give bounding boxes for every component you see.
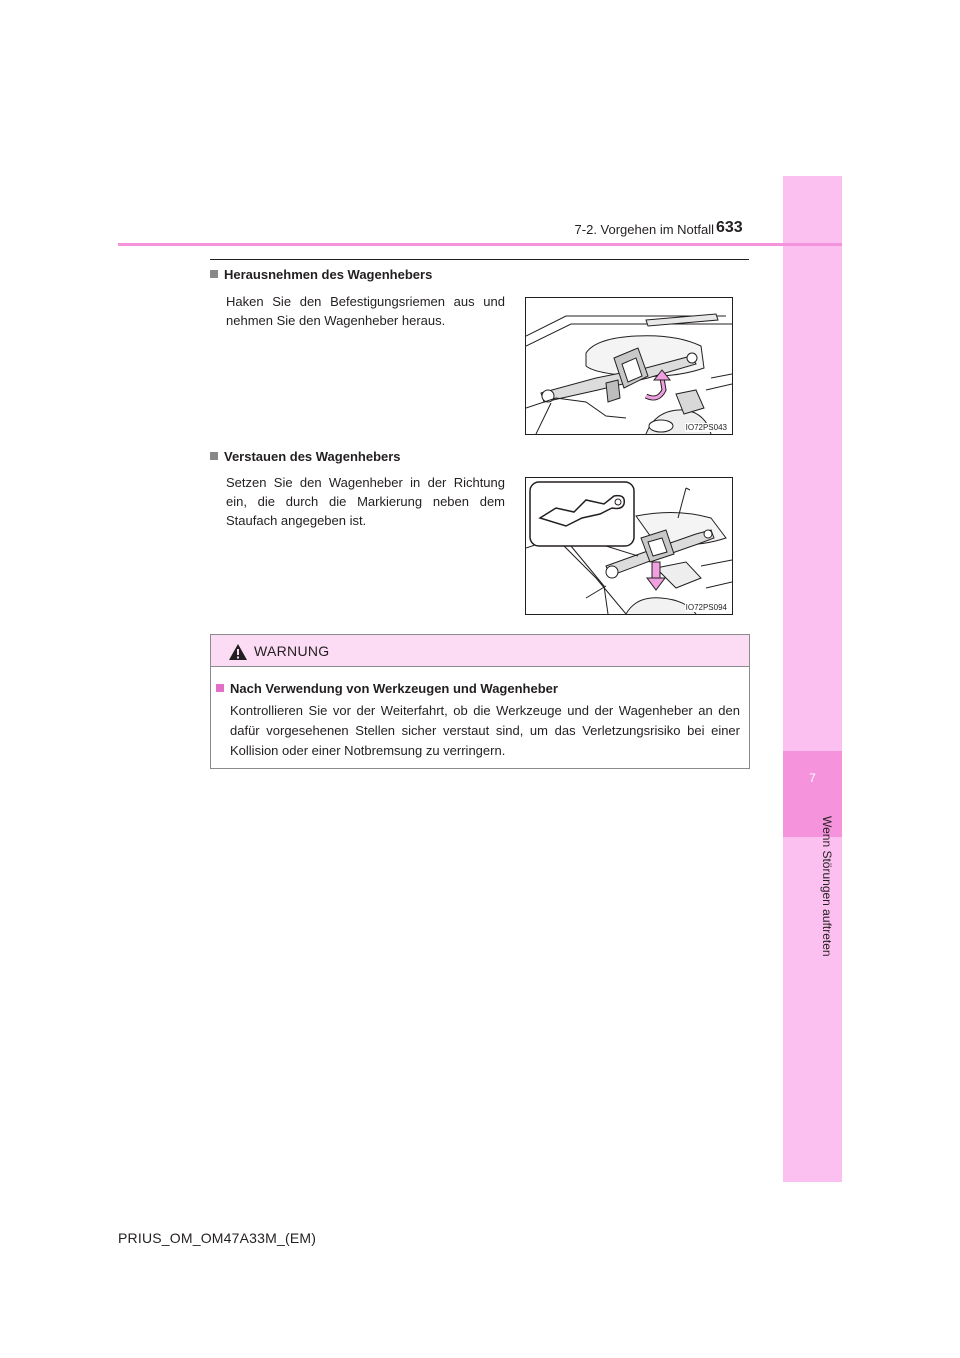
warning-header bbox=[211, 635, 749, 667]
jack-stowing-figure bbox=[525, 477, 733, 615]
figure-code: IO72PS094 bbox=[685, 603, 727, 612]
section-text-stow-jack: Setzen Sie den Wagenheber in der Richtung ein, die durch die Markierung neben dem Staufach angegeben ist. bbox=[226, 475, 505, 528]
warning-triangle-icon bbox=[228, 643, 248, 661]
header-section-title: 7-2. Vorgehen im Notfall bbox=[574, 222, 714, 237]
section-heading-stow-jack bbox=[210, 449, 401, 464]
warning-subheading-text: Nach Verwendung von Werkzeugen und Wagenheber bbox=[230, 681, 558, 696]
bullet-square-icon bbox=[210, 452, 218, 460]
section-heading-text: Herausnehmen des Wagenhebers bbox=[224, 267, 433, 282]
jack-stowing-illustration-icon bbox=[526, 478, 732, 614]
page-number: 633 bbox=[716, 219, 743, 236]
header-divider bbox=[118, 243, 842, 246]
figure-code: IO72PS043 bbox=[685, 423, 727, 432]
warning-subheading bbox=[216, 681, 558, 696]
warning-text: Kontrollieren Sie vor der Weiterfahrt, ob die Werkzeuge und der Wagenheber an den dafür vorgesehenen Stellen sicher verstaut sind, um das Verletzungsrisiko bei einer Kollision oder einer Notbremsung zu verringern. bbox=[230, 703, 740, 758]
chapter-side-tab bbox=[783, 176, 842, 1182]
chapter-title: Wenn Störungen auftreten bbox=[820, 816, 834, 957]
warning-box bbox=[210, 634, 750, 769]
section-heading-text: Verstauen des Wagenhebers bbox=[224, 449, 401, 464]
bullet-square-icon bbox=[210, 270, 218, 278]
warning-title: WARNUNG bbox=[254, 643, 330, 659]
footer-doc-code: PRIUS_OM_OM47A33M_(EM) bbox=[118, 1230, 317, 1246]
chapter-number: 7 bbox=[809, 771, 816, 785]
section-text-remove-jack: Haken Sie den Befestigungsriemen aus und nehmen Sie den Wagenheber heraus. bbox=[226, 294, 505, 328]
jack-removal-illustration-icon bbox=[526, 298, 732, 434]
jack-removal-figure bbox=[525, 297, 733, 435]
section-heading-remove-jack bbox=[210, 267, 432, 282]
section-divider bbox=[210, 259, 749, 260]
bullet-square-icon bbox=[216, 684, 224, 692]
